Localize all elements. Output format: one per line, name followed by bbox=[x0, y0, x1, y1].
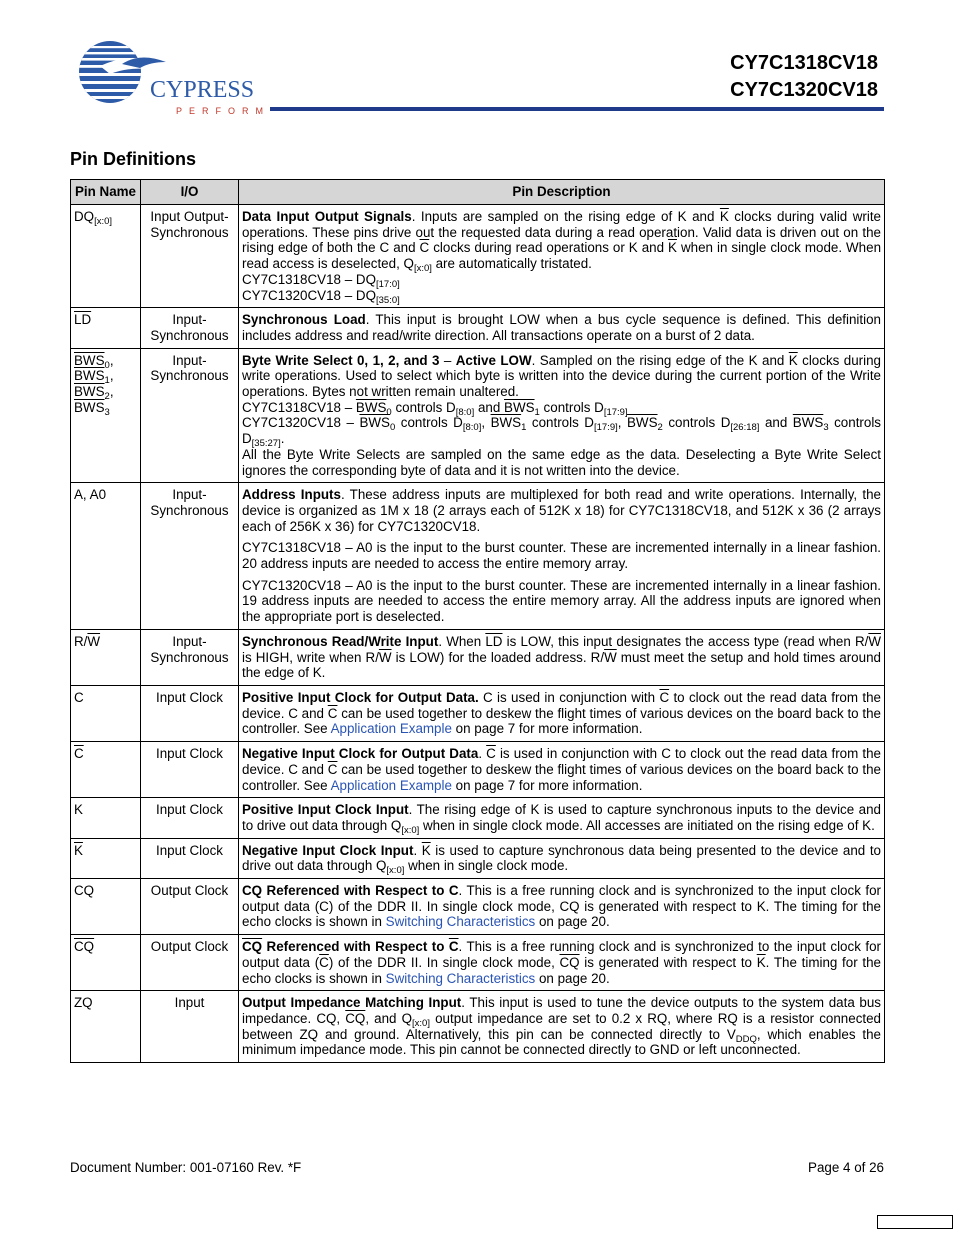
pin-io: Input- Synchronous bbox=[141, 348, 239, 483]
pin-io: Input Clock bbox=[141, 838, 239, 878]
section-title: Pin Definitions bbox=[70, 149, 196, 169]
table-row bbox=[71, 629, 885, 685]
table-row bbox=[71, 483, 885, 630]
pin-name: $\overline{CQ}$ bbox=[71, 935, 141, 991]
pin-io: Input Clock bbox=[141, 742, 239, 798]
table-row bbox=[71, 838, 885, 878]
link-switching-characteristics[interactable]: Switching Characteristics bbox=[385, 970, 536, 986]
table-row bbox=[71, 742, 885, 798]
table-row bbox=[71, 308, 885, 348]
table-row bbox=[71, 798, 885, 838]
pin-io: Output Clock bbox=[141, 935, 239, 991]
table-header-row bbox=[71, 180, 885, 205]
pin-description: Synchronous Read/Write Input. When $\overline{LD}$ is LOW, this input designates the access type (read when $R/\overline{W}$ is HIGH, write when $R/\overline{W}$ is LOW) for the loaded address. $R/\overline{W}$ must meet the setup and hold times around the edge of K. bbox=[239, 629, 885, 685]
logo-tagline: PERFORM bbox=[176, 106, 270, 116]
pin-name: A, A0 bbox=[71, 483, 141, 630]
col-pin-name: Pin Name bbox=[71, 180, 141, 205]
part-number-1: CY7C1318CV18 bbox=[730, 52, 878, 74]
pin-io: Input bbox=[141, 991, 239, 1063]
pin-name: $DQ_{[x:0]}$ bbox=[71, 205, 141, 308]
pin-io: Output Clock bbox=[141, 879, 239, 935]
table-row bbox=[71, 205, 885, 308]
col-pin-description: Pin Description bbox=[239, 180, 885, 205]
header-rule bbox=[270, 107, 884, 111]
page-number: Page 4 of 26 bbox=[808, 1160, 884, 1175]
pin-name: C bbox=[71, 685, 141, 741]
table-row bbox=[71, 935, 885, 991]
part-number-2: CY7C1320CV18 bbox=[730, 79, 878, 101]
pin-description: Output Impedance Matching Input. This input is used to tune the device outputs to the system data bus impedance. CQ, $\overline{CQ}$, and $Q_{[x:0]}$ output impedance are set to 0.2 x RQ, where RQ is a resistor connected between ZQ and ground. Alternatively, this pin can be connected directly to $V_{DDQ}$, which enables the minimum impedance mode. This pin cannot be connected directly to GND or left unconnected. bbox=[239, 991, 885, 1063]
pin-name: $\overline{C}$ bbox=[71, 742, 141, 798]
pin-description: Positive Input Clock Input. The rising edge of K is used to capture synchronous inputs to the device and to drive out data through $Q_{[x:0]}$ when in single clock mode. All accesses are initiated on the rising edge of K. bbox=[239, 798, 885, 838]
pin-name: $\overline{BWS}_0$, $\overline{BWS}_1$, $\overline{BWS}_2$, $\overline{BWS}_3$ bbox=[71, 348, 141, 483]
pin-description: Data Input Output Signals. Inputs are sampled on the rising edge of K and $\overline{K}$ clocks during valid write operations. These pins drive out the requested data during a read operation. Valid data is driven out on the rising edge of both the C and $\overline{C}$ clocks during read operations or K and $\overline{K}$ when in single clock mode. When read access is deselected, $Q_{[x:0]}$ are automatically tristated. $CY7C1318CV18 - DQ_{[17:0]}$ $CY7C1320CV18 - DQ_{[35:0]}$ bbox=[239, 205, 885, 308]
table-row bbox=[71, 991, 885, 1063]
link-application-example[interactable]: Application Example bbox=[330, 777, 452, 793]
table-row bbox=[71, 685, 885, 741]
document-number: Document Number: 001-07160 Rev. *F bbox=[70, 1160, 302, 1175]
pin-name: $\overline{LD}$ bbox=[71, 308, 141, 348]
pin-name: CQ bbox=[71, 879, 141, 935]
pin-io: Input Clock bbox=[141, 798, 239, 838]
pin-name: ZQ bbox=[71, 991, 141, 1063]
table-row bbox=[71, 879, 885, 935]
link-switching-characteristics[interactable]: Switching Characteristics bbox=[385, 914, 536, 930]
pin-io: Input Clock bbox=[141, 685, 239, 741]
pin-io: Input Output- Synchronous bbox=[141, 205, 239, 308]
logo-text: CYPRESS bbox=[150, 77, 255, 103]
pin-io: Input- Synchronous bbox=[141, 308, 239, 348]
pin-description: Byte Write Select 0, 1, 2, and 3 – Active LOW. Sampled on the rising edge of the K and $\overline{K}$ clocks during write operations. Used to select which byte is written into the device during the current portion of the Write operations. Bytes not written remain unaltered. $CY7C1318CV18 - \overline{BWS}_0$ controls $D_{[8:0]}$ and $\overline{BWS}_1$ controls $D_{[17:9]}$ $CY7C1320CV18 - \overline{BWS}_0$ controls $D_{[8:0]}$, $\overline{BWS}_1$ controls $D_{[17:9]}$, $\overline{BWS}_2$ controls $D_{[26:18]}$ and $\overline{BWS}_3$ controls $D_{[35:27]}$. All the Byte Write Selects are sampled on the same edge as the data. Deselecting a Byte Write Select ignores the corresponding byte of data and it is not written into the device. bbox=[239, 348, 885, 483]
feedback-box bbox=[877, 1215, 953, 1229]
pin-name: $R/\overline{W}$ bbox=[71, 629, 141, 685]
table-row bbox=[71, 348, 885, 483]
pin-io: Input- Synchronous bbox=[141, 629, 239, 685]
pin-name: $\overline{K}$ bbox=[71, 838, 141, 878]
pin-description: Positive Input Clock for Output Data. C is used in conjunction with $\overline{C}$ to clock out the read data from the device. C and $\overline{C}$ can be used together to deskew the flight times of various devices on the board back to the controller. See Application Example on page 7 for more information. bbox=[239, 685, 885, 741]
col-io: I/O bbox=[141, 180, 239, 205]
pin-description: CQ Referenced with Respect to C. This is a free running clock and is synchronized to the input clock for output data (C) of the DDR II. In single clock mode, CQ is generated with respect to K. The timing for the echo clocks is shown in Switching Characteristics on page 20. bbox=[239, 879, 885, 935]
pin-definitions-table bbox=[70, 179, 885, 1063]
pin-description: Address Inputs. These address inputs are multiplexed for both read and write operations. Internally, the device is organized as 1M x 18 (2 arrays each of 512K x 18) for CY7C1318CV18, and 512K x 36 (2 arrays each of 256K x 36) for CY7C1320CV18. CY7C1318CV18 – A0 is the input to the burst counter. These are incremented internally in a linear fashion. 20 address inputs are needed to access the entire memory array. CY7C1320CV18 – A0 is the input to the burst counter. These are incremented internally in a linear fashion. 19 address inputs are needed to access the entire memory array. All the address inputs are ignored when the appropriate port is deselected. bbox=[239, 483, 885, 630]
link-application-example[interactable]: Application Example bbox=[330, 721, 452, 737]
pin-description: Negative Input Clock Input. $\overline{K}$ is used to capture synchronous data being presented to the device and to drive out data through $Q_{[x:0]}$ when in single clock mode. bbox=[239, 838, 885, 878]
cypress-logo bbox=[70, 40, 270, 120]
pin-description: Negative Input Clock for Output Data. $\overline{C}$ is used in conjunction with C to clock out the read data from the device. C and $\overline{C}$ can be used together to deskew the flight times of various devices on the board back to the controller. See Application Example on page 7 for more information. bbox=[239, 742, 885, 798]
pin-name: K bbox=[71, 798, 141, 838]
pin-description: Synchronous Load. This input is brought LOW when a bus cycle sequence is defined. This definition includes address and read/write direction. All transactions operate on a burst of 2 data. bbox=[239, 308, 885, 348]
pin-io: Input- Synchronous bbox=[141, 483, 239, 630]
pin-description: $\overline{CQ}$ Referenced with Respect to $\overline{C}$. This is a free running clock and is synchronized to the input clock for output data $(\overline{C})$ of the DDR II. In single clock mode, $\overline{CQ}$ is generated with respect to $\overline{K}$. The timing for the echo clocks is shown in Switching Characteristics on page 20. bbox=[239, 935, 885, 991]
